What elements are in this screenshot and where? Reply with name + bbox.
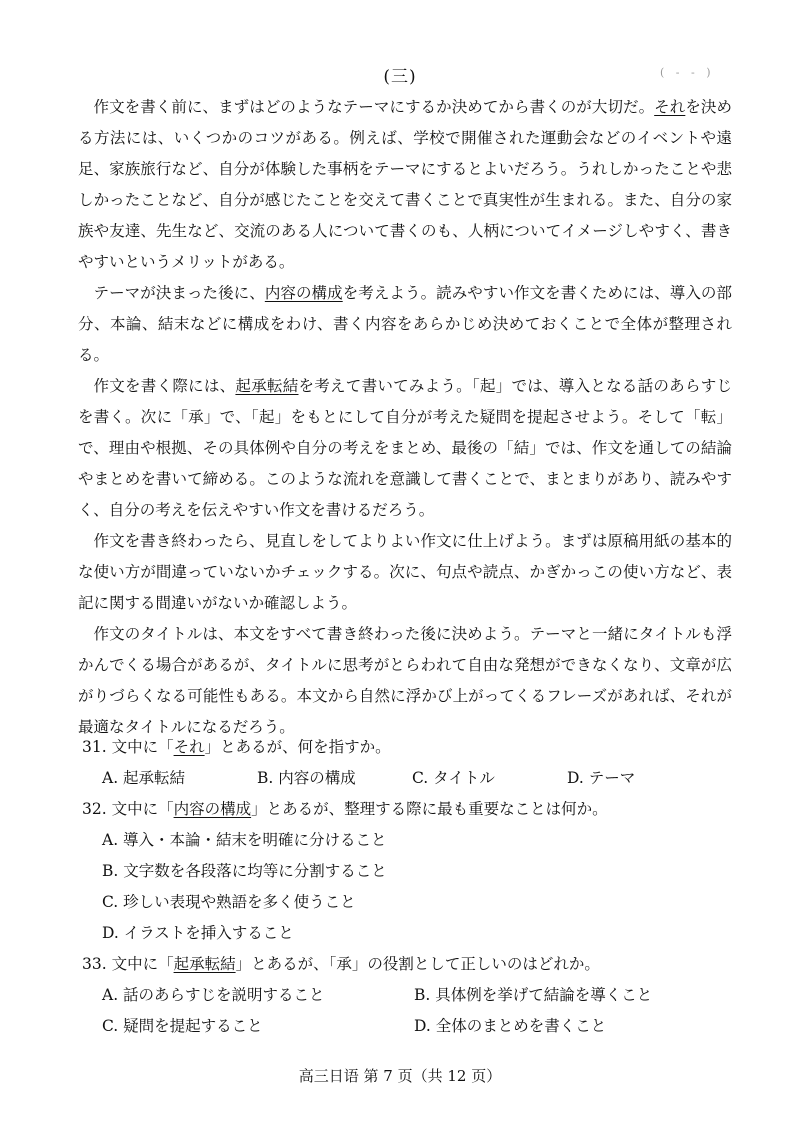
question-33-pre: 33. 文中に「 (82, 955, 174, 973)
question-31-stem (82, 732, 732, 763)
question-31-option-a: A. 起承転結 (102, 769, 186, 787)
question-33-option-b: B. 具体例を挙げて結論を導くこと (414, 986, 653, 1004)
corner-mark: ( - - ) (660, 66, 715, 79)
question-33-option-c: C. 疑問を提起すること (102, 1017, 263, 1035)
question-32-options (82, 825, 732, 949)
question-33-option-d: D. 全体のまとめを書くこと (414, 1017, 607, 1035)
underlined-naiyou-no-kousei: 内容の構成 (264, 284, 343, 302)
paragraph-2-text-b: を考えよう。読みやすい作文を書くためには、導入の部分、本論、結末などに構成をわけ、書く内容をあらかじめ決めておくことで全体が整理される。 (78, 284, 732, 364)
question-32-option-c: C. 珍しい表現や熟語を多く使うこと (102, 893, 356, 911)
underlined-kishoutenketsu: 起承転結 (235, 377, 299, 395)
question-33-options (102, 980, 732, 1042)
paragraph-4: 作文を書き終わったら、見直しをしてよりよい作文に仕上げよう。まずは原稿用紙の基本的な使い方が間違っていないかチェックする。次に、句点や読点、かぎかっこの使い方など、表記に関する間違いがないか確認しよう。 (78, 532, 732, 612)
question-33-option-a: A. 話のあらすじを説明すること (102, 986, 325, 1004)
reading-passage (78, 92, 732, 743)
question-33-stem (82, 949, 732, 980)
question-33-underlined: 起承転結 (173, 955, 236, 973)
question-block (82, 732, 732, 1042)
question-32-post: 」とあるが、整理する際に最も重要なことは何か。 (251, 800, 608, 818)
paragraph-3 (78, 371, 732, 526)
question-32-stem (82, 794, 732, 825)
paragraph-2-text-a: テーマが決まった後に、 (93, 284, 265, 302)
question-32-underlined: 内容の構成 (173, 800, 252, 818)
question-32-option-d: D. イラストを挿入すること (102, 924, 294, 942)
underlined-sore: それ (654, 98, 686, 116)
question-31-post: 」とあるが、何を指すか。 (204, 738, 391, 756)
page-footer: 高三日语 第 7 页（共 12 页） (298, 1067, 502, 1085)
paragraph-3-text-a: 作文を書く際には、 (93, 377, 236, 395)
question-31-pre: 31. 文中に「 (82, 738, 174, 756)
question-32-pre: 32. 文中に「 (82, 800, 174, 818)
question-31 (82, 732, 732, 794)
question-31-option-d: D. テーマ (567, 769, 636, 787)
paragraph-3-text-b: を考えて書いてみよう。「起」では、導入となる話のあらすじを書く。次に「承」で、「起」をもとにして自分が考えた疑問を提起させよう。そして「転」で、理由や根拠、その具体例や自分の考えをまとめ、最後の「結」では、作文を通しての結論やまとめを書いて締める。このような流れを意識して書くことで、まとまりがあり、読みやすく、自分の考えを伝えやすい作文を書けるだろう。 (78, 377, 732, 519)
question-31-underlined: それ (173, 738, 205, 756)
paragraph-1 (78, 92, 732, 278)
question-33 (82, 949, 732, 1042)
section-number: (三) (383, 67, 417, 87)
paragraph-5: 作文のタイトルは、本文をすべて書き終わった後に決めよう。テーマと一緒にタイトルも浮かんでくる場合があるが、タイトルに思考がとらわれて自由な発想ができなくなり、文章が広がりづらくなる可能性もある。本文から自然に浮かび上がってくるフレーズがあれば、それが最適なタイトルになるだろう。 (78, 625, 732, 736)
question-31-option-b: B. 内容の構成 (257, 769, 356, 787)
paragraph-2 (78, 278, 732, 371)
question-33-post: 」とあるが、「承」の役割として正しいのはどれか。 (235, 955, 600, 973)
paragraph-1-text-b: を決める方法には、いくつかのコツがある。例えば、学校で開催された運動会などのイベントや遠足、家族旅行など、自分が体験した事柄をテーマにするとよいだろう。うれしかったことや悲しかったことなど、自分が感じたことを交えて書くことで真実性が生まれる。また、自分の家族や友達、先生など、交流のある人について書くのも、人柄についてイメージしやすく、書きやすいというメリットがある。 (78, 98, 732, 271)
question-32-option-a: A. 導入・本論・結末を明確に分けること (102, 831, 387, 849)
question-32-option-b: B. 文字数を各段落に均等に分割すること (102, 862, 387, 880)
question-31-options (102, 763, 732, 794)
paragraph-1-text-a: 作文を書く前に、まずはどのようなテーマにするか決めてから書くのが大切だ。 (93, 98, 655, 116)
question-32 (82, 794, 732, 949)
question-31-option-c: C. タイトル (412, 769, 495, 787)
